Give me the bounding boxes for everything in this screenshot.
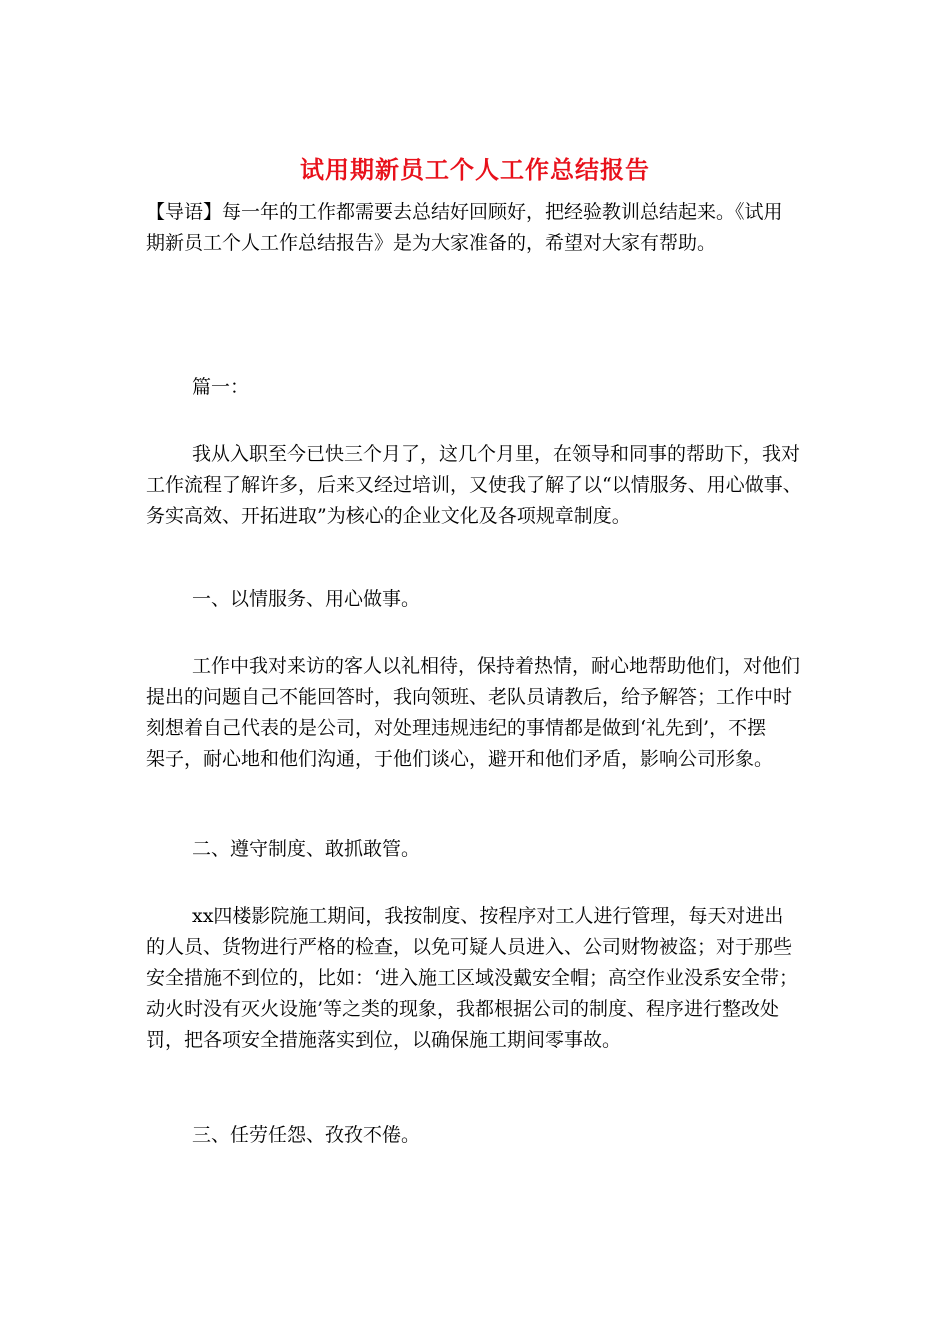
paragraph-line: 务实高效、开拓进取”为核心的企业文化及各项规章制度。: [146, 505, 631, 527]
section-label-text: 篇一：: [192, 376, 250, 398]
paragraph-line: 的人员、货物进行严格的检查，以免可疑人员进入、公司财物被盗；对于那些: [146, 936, 793, 958]
paragraph-line: 刻想着自己代表的是公司，对处理违规违纪的事情都是做到‘礼先到’，不摆: [146, 717, 767, 739]
heading-text: 二、遵守制度、敢抓敢管。: [192, 838, 421, 860]
heading-text: 三、任劳任怨、孜孜不倦。: [192, 1124, 421, 1146]
paragraph-line: xx四楼影院施工期间，我按制度、按程序对工人进行管理，每天对进出: [192, 905, 784, 927]
paragraph-2: [146, 651, 806, 775]
paragraph-line: 提出的问题自己不能回答时，我向领班、老队员请教后，给予解答；工作中时: [146, 686, 793, 708]
heading-text: 一、以情服务、用心做事。: [192, 588, 421, 610]
paragraph-line: 动火时没有灭火设施’等之类的现象，我都根据公司的制度、程序进行整改处: [146, 998, 780, 1020]
heading-2: [146, 834, 852, 865]
paragraph-line: 架子，耐心地和他们沟通，于他们谈心，避开和他们矛盾，影响公司形象。: [146, 748, 774, 770]
intro-line: 期新员工个人工作总结报告》是为大家准备的，希望对大家有帮助。: [146, 232, 717, 254]
heading-1: [146, 584, 852, 615]
heading-3: [146, 1120, 852, 1151]
paragraph-1: [146, 439, 806, 532]
intro-line: 【导语】每一年的工作都需要去总结好回顾好，把经验教训总结起来。《试用: [146, 201, 783, 223]
paragraph-line: 工作流程了解许多，后来又经过培训，又使我了解了以“以情服务、用心做事、: [146, 474, 802, 496]
paragraph-line: 安全措施不到位的，比如：‘进入施工区域没戴安全帽；高空作业没系安全带；: [146, 967, 799, 989]
paragraph-3: [146, 901, 806, 1056]
paragraph-line: 工作中我对来访的客人以礼相待，保持着热情，耐心地帮助他们，对他们: [192, 655, 801, 677]
intro-paragraph: [146, 197, 806, 259]
paragraph-line: 罚，把各项安全措施落实到位，以确保施工期间零事故。: [146, 1029, 622, 1051]
paragraph-line: 我从入职至今已快三个月了，这几个月里，在领导和同事的帮助下，我对: [192, 443, 801, 465]
document-title: 试用期新员工个人工作总结报告: [300, 155, 650, 184]
section-label: [146, 372, 852, 403]
